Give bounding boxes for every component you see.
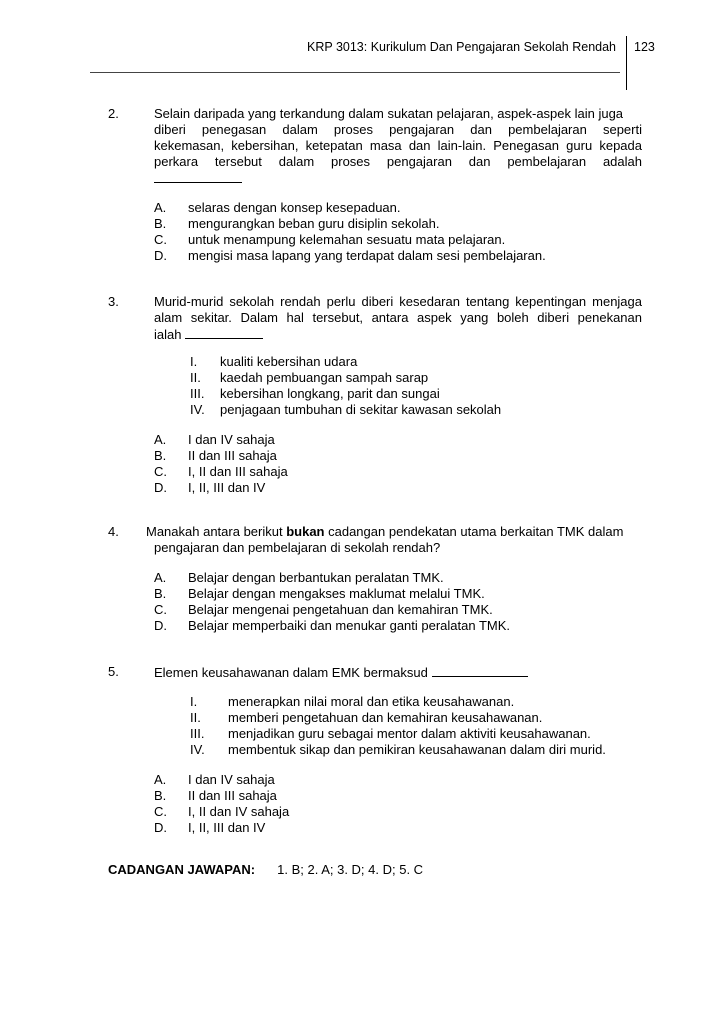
option-text: I, II, III dan IV — [188, 480, 266, 495]
question-text — [154, 664, 642, 681]
statement-text: kebersihan longkang, parit dan sungai — [220, 386, 440, 401]
answer-blank — [185, 326, 263, 339]
answer-blank — [432, 664, 528, 677]
option-text: II dan III sahaja — [188, 788, 277, 803]
statement-1 — [190, 694, 514, 710]
statement-text: menerapkan nilai moral dan etika keusahawanan. — [228, 694, 515, 709]
option-text: I, II dan IV sahaja — [188, 804, 290, 819]
question-text-line — [146, 524, 642, 540]
question-text-line: Elemen keusahawanan dalam EMK bermaksud — [154, 665, 428, 680]
option-b — [154, 216, 440, 232]
statement-numeral: III. — [190, 726, 205, 741]
option-letter: B. — [154, 586, 167, 601]
option-letter: C. — [154, 232, 167, 247]
answer-key-values: 1. B; 2. A; 3. D; 4. D; 5. C — [277, 862, 424, 877]
header-rule — [90, 72, 620, 73]
option-text: Belajar memperbaiki dan menukar ganti peralatan TMK. — [188, 618, 511, 633]
statement-text: penjagaan tumbuhan di sekitar kawasan sekolah — [220, 402, 502, 417]
statement-3 — [190, 726, 591, 742]
statement-text: membentuk sikap dan pemikiran keusahawanan dalam diri murid. — [228, 742, 606, 757]
option-text: untuk menampung kelemahan sesuatu mata pelajaran. — [188, 232, 506, 247]
option-b — [154, 586, 485, 602]
option-c — [154, 232, 505, 248]
option-text: Belajar mengenai pengetahuan dan kemahiran TMK. — [188, 602, 493, 617]
statement-2 — [190, 710, 542, 726]
statement-numeral: I. — [190, 354, 198, 369]
question-number: 4. — [108, 524, 119, 539]
option-c — [154, 602, 493, 618]
option-a — [154, 772, 275, 788]
option-text: I, II dan III sahaja — [188, 464, 288, 479]
option-text: mengurangkan beban guru disiplin sekolah. — [188, 216, 440, 231]
question-number: 2. — [108, 106, 119, 121]
header-divider-vertical — [626, 36, 627, 90]
statement-text: memberi pengetahuan dan kemahiran keusahawanan. — [228, 710, 543, 725]
option-text: I dan IV sahaja — [188, 772, 275, 787]
option-letter: A. — [154, 432, 167, 447]
option-letter: B. — [154, 216, 167, 231]
statement-numeral: I. — [190, 694, 198, 709]
option-c — [154, 804, 289, 820]
statement-text: kaedah pembuangan sampah sarap — [220, 370, 429, 385]
option-text: II dan III sahaja — [188, 448, 277, 463]
option-letter: D. — [154, 480, 167, 495]
question-text — [154, 294, 642, 343]
option-d — [154, 480, 265, 496]
question-text — [146, 524, 642, 556]
statement-text: menjadikan guru sebagai mentor dalam aktiviti keusahawanan. — [228, 726, 591, 741]
question-number: 5. — [108, 664, 119, 679]
question-text-line: ialah — [154, 327, 182, 342]
option-text: I dan IV sahaja — [188, 432, 275, 447]
statement-4 — [190, 402, 501, 418]
question-text-line: alam sekitar. Dalam hal tersebut, antara aspek yang boleh diberi penekanan — [154, 310, 642, 325]
answer-key-label: CADANGAN JAWAPAN: — [108, 862, 256, 877]
statement-4 — [190, 742, 606, 758]
option-a — [154, 570, 444, 586]
option-b — [154, 448, 277, 464]
answer-key — [108, 862, 423, 877]
option-letter: A. — [154, 200, 167, 215]
option-letter: C. — [154, 602, 167, 617]
option-letter: C. — [154, 464, 167, 479]
statement-numeral: II. — [190, 710, 201, 725]
header-page-number: 123 — [634, 40, 655, 54]
question-text-line: pengajaran dan pembelajaran di sekolah rendah? — [154, 540, 441, 555]
question-text-line: Murid-murid sekolah rendah perlu diberi kesedaran tentang kepentingan menjaga — [154, 294, 642, 309]
option-letter: D. — [154, 820, 167, 835]
option-letter: D. — [154, 618, 167, 633]
question-text-part: Manakah antara berikut — [146, 524, 287, 539]
question-text — [154, 106, 642, 187]
option-letter: A. — [154, 772, 167, 787]
statement-3 — [190, 386, 440, 402]
option-letter: B. — [154, 448, 167, 463]
question-text-emphasis: bukan — [286, 524, 325, 539]
option-letter: B. — [154, 788, 167, 803]
option-a — [154, 200, 401, 216]
statement-2 — [190, 370, 428, 386]
statement-numeral: II. — [190, 370, 201, 385]
option-letter: A. — [154, 570, 167, 585]
statement-1 — [190, 354, 357, 370]
option-letter: D. — [154, 248, 167, 263]
statement-numeral: IV. — [190, 742, 205, 757]
answer-blank — [154, 170, 642, 187]
option-text: selaras dengan konsep kesepaduan. — [188, 200, 401, 215]
statement-numeral: III. — [190, 386, 205, 401]
question-text-line-last — [154, 326, 642, 343]
option-text: mengisi masa lapang yang terdapat dalam sesi pembelajaran. — [188, 248, 546, 263]
question-text-line-last — [154, 664, 642, 681]
option-text: I, II, III dan IV — [188, 820, 266, 835]
option-d — [154, 248, 546, 264]
option-b — [154, 788, 277, 804]
question-number: 3. — [108, 294, 119, 309]
question-text-part: cadangan pendekatan utama berkaitan TMK dalam — [324, 524, 624, 539]
option-d — [154, 820, 265, 836]
header-course-title: KRP 3013: Kurikulum Dan Pengajaran Sekolah Rendah — [307, 40, 616, 54]
statement-text: kualiti kebersihan udara — [220, 354, 358, 369]
option-text: Belajar dengan berbantukan peralatan TMK. — [188, 570, 444, 585]
question-text-line: diberi penegasan dalam proses pengajaran dan pembelajaran seperti — [154, 122, 642, 137]
option-d — [154, 618, 510, 634]
option-c — [154, 464, 288, 480]
question-text-line: perkara tersebut dalam proses pengajaran dan pembelajaran adalah — [154, 154, 642, 169]
question-text-line: kekemasan, kebersihan, ketepatan masa dan lain-lain. Penegasan guru kepada — [154, 138, 642, 153]
option-text: Belajar dengan mengakses maklumat melalui TMK. — [188, 586, 485, 601]
statement-numeral: IV. — [190, 402, 205, 417]
option-letter: C. — [154, 804, 167, 819]
option-a — [154, 432, 275, 448]
question-text-line: Selain daripada yang terkandung dalam sukatan pelajaran, aspek-aspek lain juga — [154, 106, 624, 121]
